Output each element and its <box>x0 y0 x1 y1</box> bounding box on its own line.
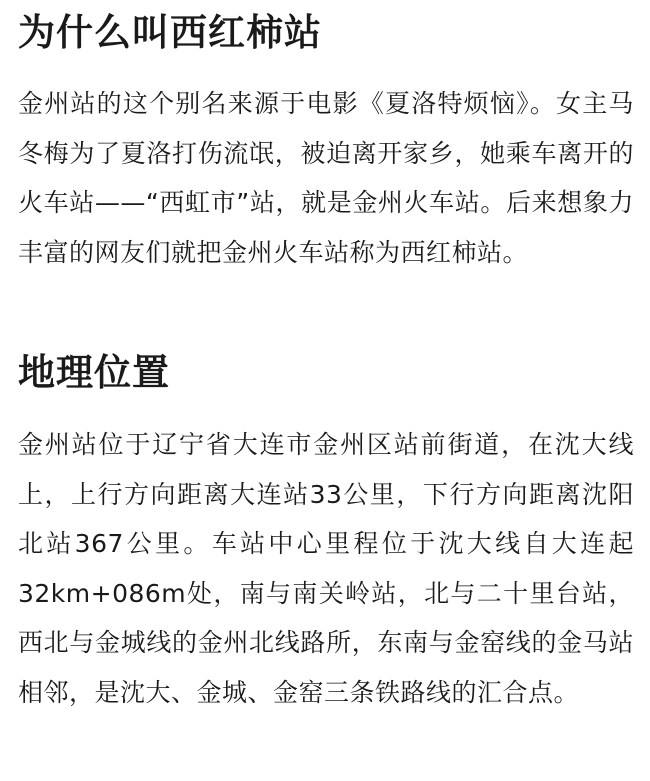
section-paragraph-nickname: 金州站的这个别名来源于电影《夏洛特烦恼》。女主马冬梅为了夏洛打伤流氓，被迫离开家乡，她乘车离开的火车站——“西虹市”站，就是金州火车站。后来想象力丰富的网友们就把金州火车站称为西红柿站。 <box>18 89 634 267</box>
section-heading-location: 地理位置 <box>18 351 170 394</box>
section-paragraph-location: 金州站位于辽宁省大连市金州区站前街道，在沈大线上，上行方向距离大连站33公里，下行方向距离沈阳北站367公里。车站中心里程位于沈大线自大连起32km+086m处，南与南关岭站，北与二十里台站，西北与金城线的金州北线路所，东南与金窑线的金马站相邻，是沈大、金城、金窑三条铁路线的汇合点。 <box>18 430 634 707</box>
section-heading-nickname: 为什么叫西红柿站 <box>18 11 322 54</box>
